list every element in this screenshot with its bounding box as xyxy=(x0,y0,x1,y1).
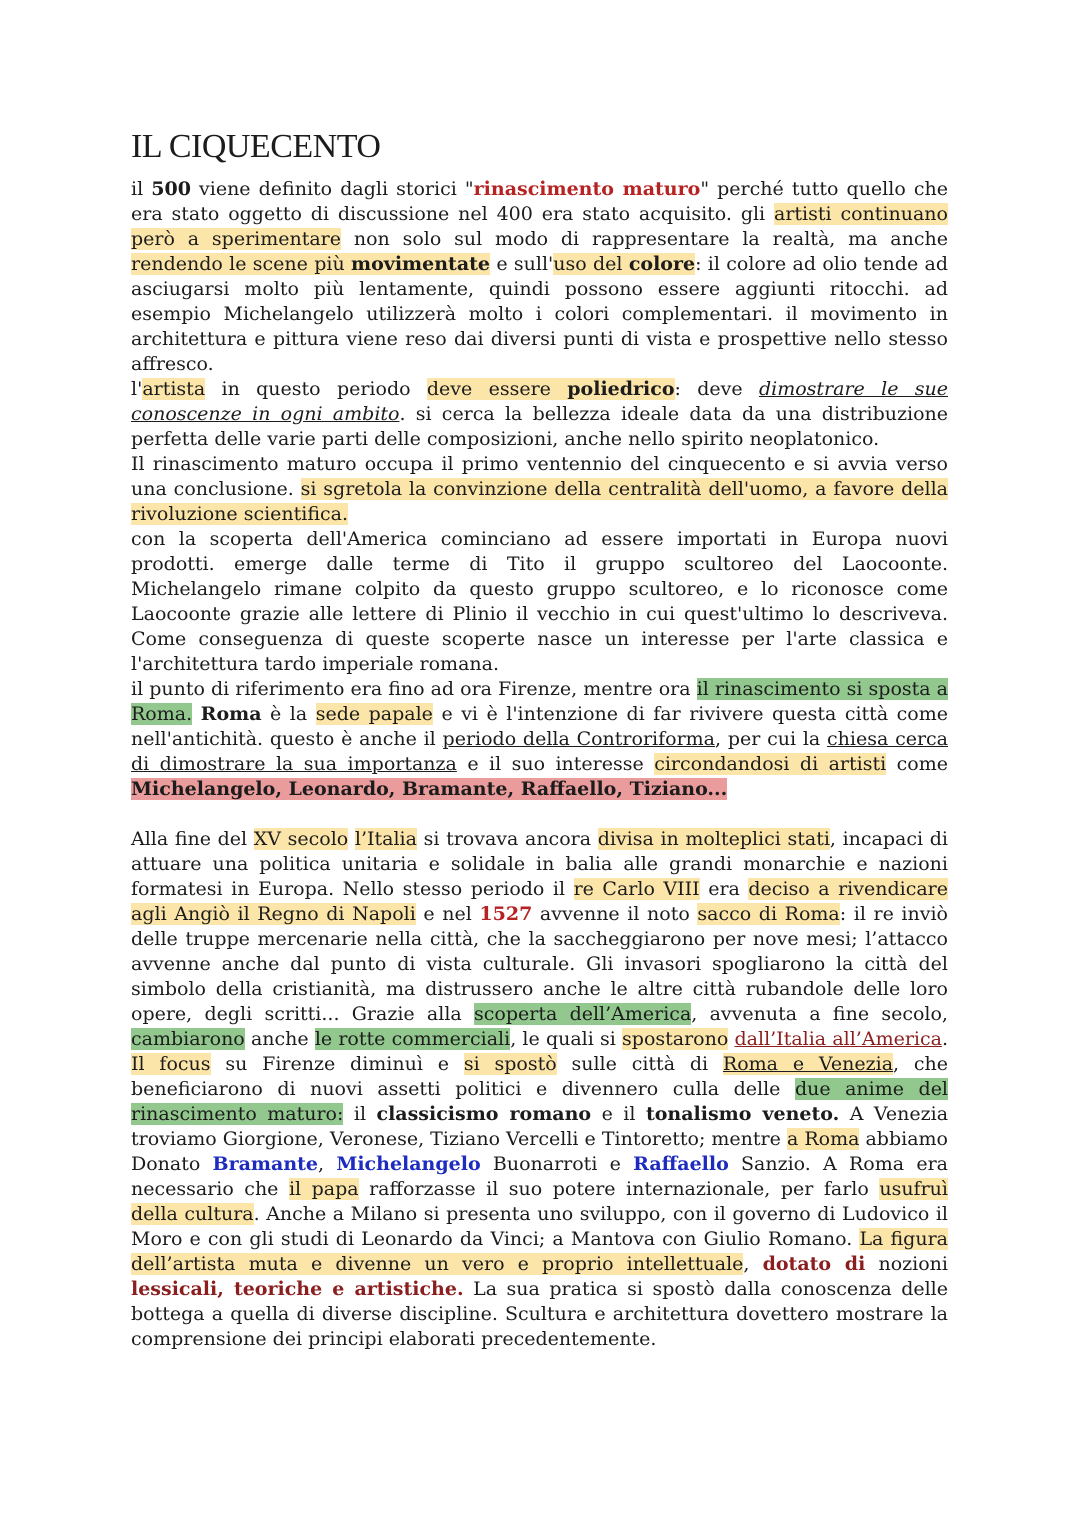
paragraph-rinascimento-maturo: il 500 viene definito dagli storici "rinascimento maturo" perché tutto quello che era stato oggetto di discussione nel 400 era stato acquisito. gli artisti continuano però a sperimentare non solo sul modo di rappresentare la realtà, ma anche rendendo le scene più movimentate e sull'uso del colore: il colore ad olio tende ad asciugarsi molto più lentamente, quindi possono essere aggiunti ritocchi. ad esempio Michelangelo utilizzerà molto i colori complementari. il movimento in architettura e pittura viene reso dai diversi punti di vista e prospettive nello stesso affresco. xyxy=(131,178,948,375)
paragraph-conclusione: Il rinascimento maturo occupa il primo ventennio del cinquecento e si avvia verso una conclusione. si sgretola la convinzione della centralità dell'uomo, a favore della rivoluzione scientifica. xyxy=(131,453,948,525)
paragraph-artista: l'artista in questo periodo deve essere poliedrico: deve dimostrare le sue conoscenze in ogni ambito. si cerca la bellezza ideale data da una distribuzione perfetta delle varie parti delle composizioni, anche nello spirito neoplatonico. xyxy=(131,378,949,450)
document-body xyxy=(131,177,948,1352)
paragraph-america-laocoonte: con la scoperta dell'America cominciano ad essere importati in Europa nuovi prodotti. emerge dalle terme di Tito il gruppo scultoreo del Laocoonte. Michelangelo rimane colpito da questo gruppo scultoreo, e lo riconosce come Laocoonte grazie alle lettere di Plinio il vecchio in cui quest'ultimo lo descriveva. Come conseguenza di queste scoperte nasce un interesse per l'arte classica e l'architettura tardo imperiale romana. xyxy=(131,528,948,675)
page-title: IL CIQUECENTO xyxy=(131,128,381,165)
paragraph-roma: il punto di riferimento era fino ad ora Firenze, mentre ora il rinascimento si sposta a Roma. Roma è la sede papale e vi è l'intenzione di far rivivere questa città come nell'antichità. questo è anche il periodo della Controriforma, per cui la chiesa cerca di dimostrare la sua importanza e il suo interesse circondandosi di artisti come Michelangelo, Leonardo, Bramante, Raffaello, Tiziano... xyxy=(131,678,949,800)
paragraph-gap xyxy=(131,802,948,827)
paragraph-xv-secolo: Alla fine del XV secolo l’Italia si trovava ancora divisa in molteplici stati, incapaci di attuare una politica unitaria e solidale in balia alle grandi monarchie e nazioni formatesi in Europa. Nello stesso periodo il re Carlo VIII era deciso a rivendicare agli Angiò il Regno di Napoli e nel 1527 avvenne il noto sacco di Roma: il re inviò delle truppe mercenarie nella città, che la saccheggiarono per nove mesi; l’attacco avvenne anche dal punto di vista culturale. Gli invasori spogliarono la città del simbolo della cristianità, ma distrussero anche le altre città rubandole delle loro opere, degli scritti... Grazie alla scoperta dell’America, avvenuta a fine secolo, cambiarono anche le rotte commerciali, le quali si spostarono dall’Italia all’America. Il focus su Firenze diminuì e si spostò sulle città di Roma e Venezia, che beneficiarono di nuovi assetti politici e divennero culla delle due anime del rinascimento maturo: il classicismo romano e il tonalismo veneto. A Venezia troviamo Giorgione, Veronese, Tiziano Vercelli e Tintoretto; mentre a Roma abbiamo Donato Bramante, Michelangelo Buonarroti e Raffaello Sanzio. A Roma era necessario che il papa rafforzasse il suo potere internazionale, per farlo usufruì della cultura. Anche a Milano si presenta uno sviluppo, con il governo di Ludovico il Moro e con gli studi di Leonardo da Vinci; a Mantova con Giulio Romano. La figura dell’artista muta e divenne un vero e proprio intellettuale, dotato di nozioni lessicali, teoriche e artistiche. La sua pratica si spostò dalla conoscenza delle bottega a quella di diverse discipline. Scultura e architettura dovettero mostrare la comprensione dei principi elaborati precedentemente. xyxy=(131,828,949,1350)
